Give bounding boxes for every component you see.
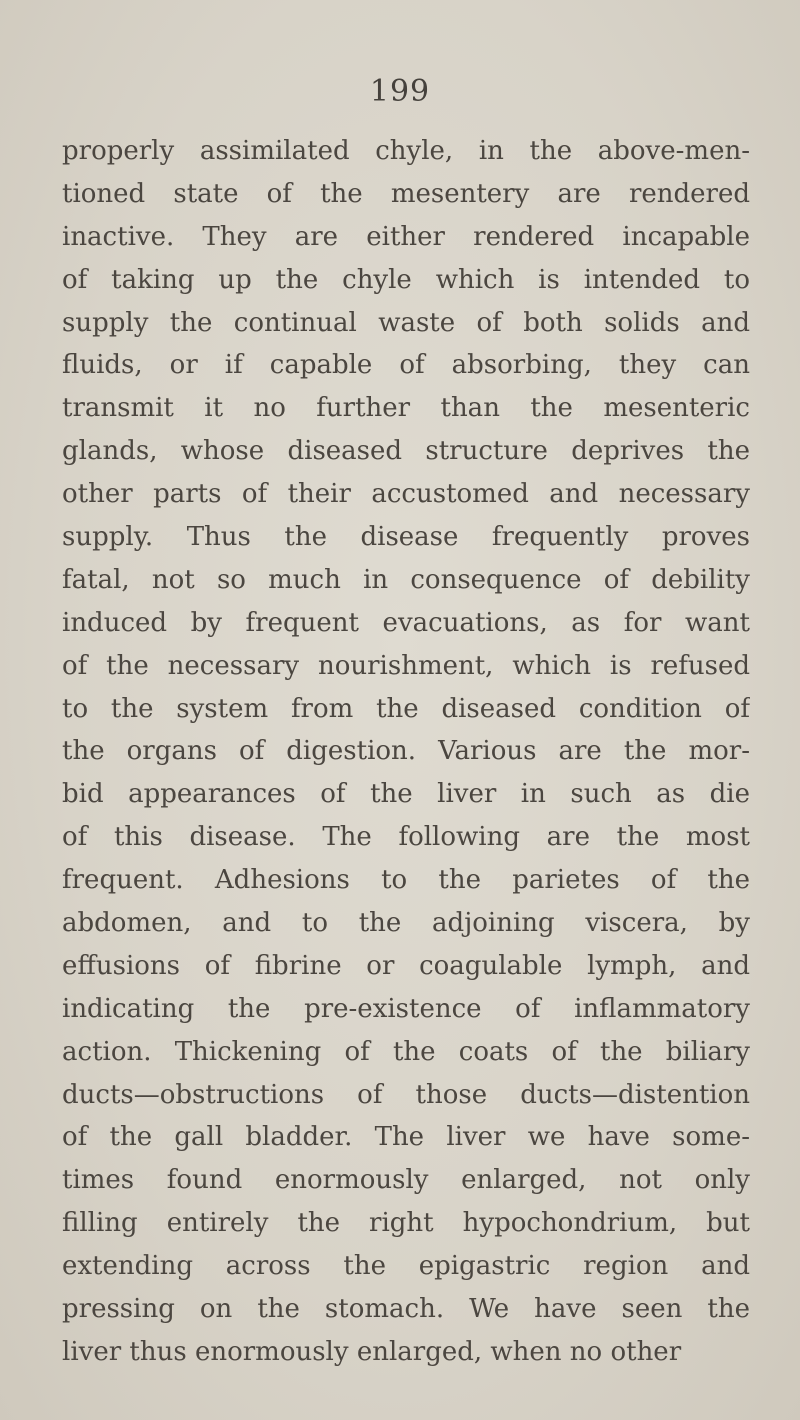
text-line: liver thus enormously enlarged, when no other [62, 1336, 682, 1367]
text-line: filling entirely the right hypochondrium, but [62, 1208, 750, 1239]
text-line: fatal, not so much in consequence of debility [62, 564, 750, 595]
text-line: effusions of fibrine or coagulable lymph, and [62, 950, 750, 981]
text-line: indicating the pre-existence of inflammatory [62, 993, 750, 1024]
text-line: induced by frequent evacuations, as for want [62, 607, 750, 638]
text-line: frequent. Adhesions to the parietes of the [62, 865, 750, 896]
text-line: tioned state of the mesentery are rendered [62, 178, 750, 209]
text-line: of taking up the chyle which is intended to [62, 264, 750, 295]
text-line: abdomen, and to the adjoining viscera, by [62, 908, 750, 939]
text-line: extending across the epigastric region and [62, 1251, 750, 1282]
text-line: pressing on the stomach. We have seen the [62, 1294, 750, 1325]
text-line: other parts of their accustomed and necessary [62, 479, 750, 510]
text-line: supply the continual waste of both solids and [62, 307, 750, 338]
text-line: action. Thickening of the coats of the biliary [62, 1036, 750, 1067]
text-line: inactive. They are either rendered incapable [62, 221, 750, 252]
body-text [62, 130, 750, 1374]
text-line: properly assimilated chyle, in the above-men- [62, 136, 750, 166]
text-line: times found enormously enlarged, not only [62, 1165, 750, 1196]
text-line: bid appearances of the liver in such as die [62, 779, 750, 810]
text-line: glands, whose diseased structure deprives the [62, 436, 750, 467]
text-line: transmit it no further than the mesenteric [62, 393, 750, 424]
text-line: of the necessary nourishment, which is refused [62, 650, 750, 681]
text-line: to the system from the diseased condition of [62, 693, 750, 724]
text-line: of the gall bladder. The liver we have some- [62, 1122, 750, 1153]
text-line: of this disease. The following are the most [62, 822, 750, 853]
text-line: the organs of digestion. Various are the mor- [62, 736, 750, 767]
page-number: 199 [369, 74, 431, 109]
text-line: fluids, or if capable of absorbing, they can [62, 350, 750, 381]
text-line: ducts—obstructions of those ducts—distention [62, 1079, 750, 1110]
text-line: supply. Thus the disease frequently proves [62, 522, 750, 553]
